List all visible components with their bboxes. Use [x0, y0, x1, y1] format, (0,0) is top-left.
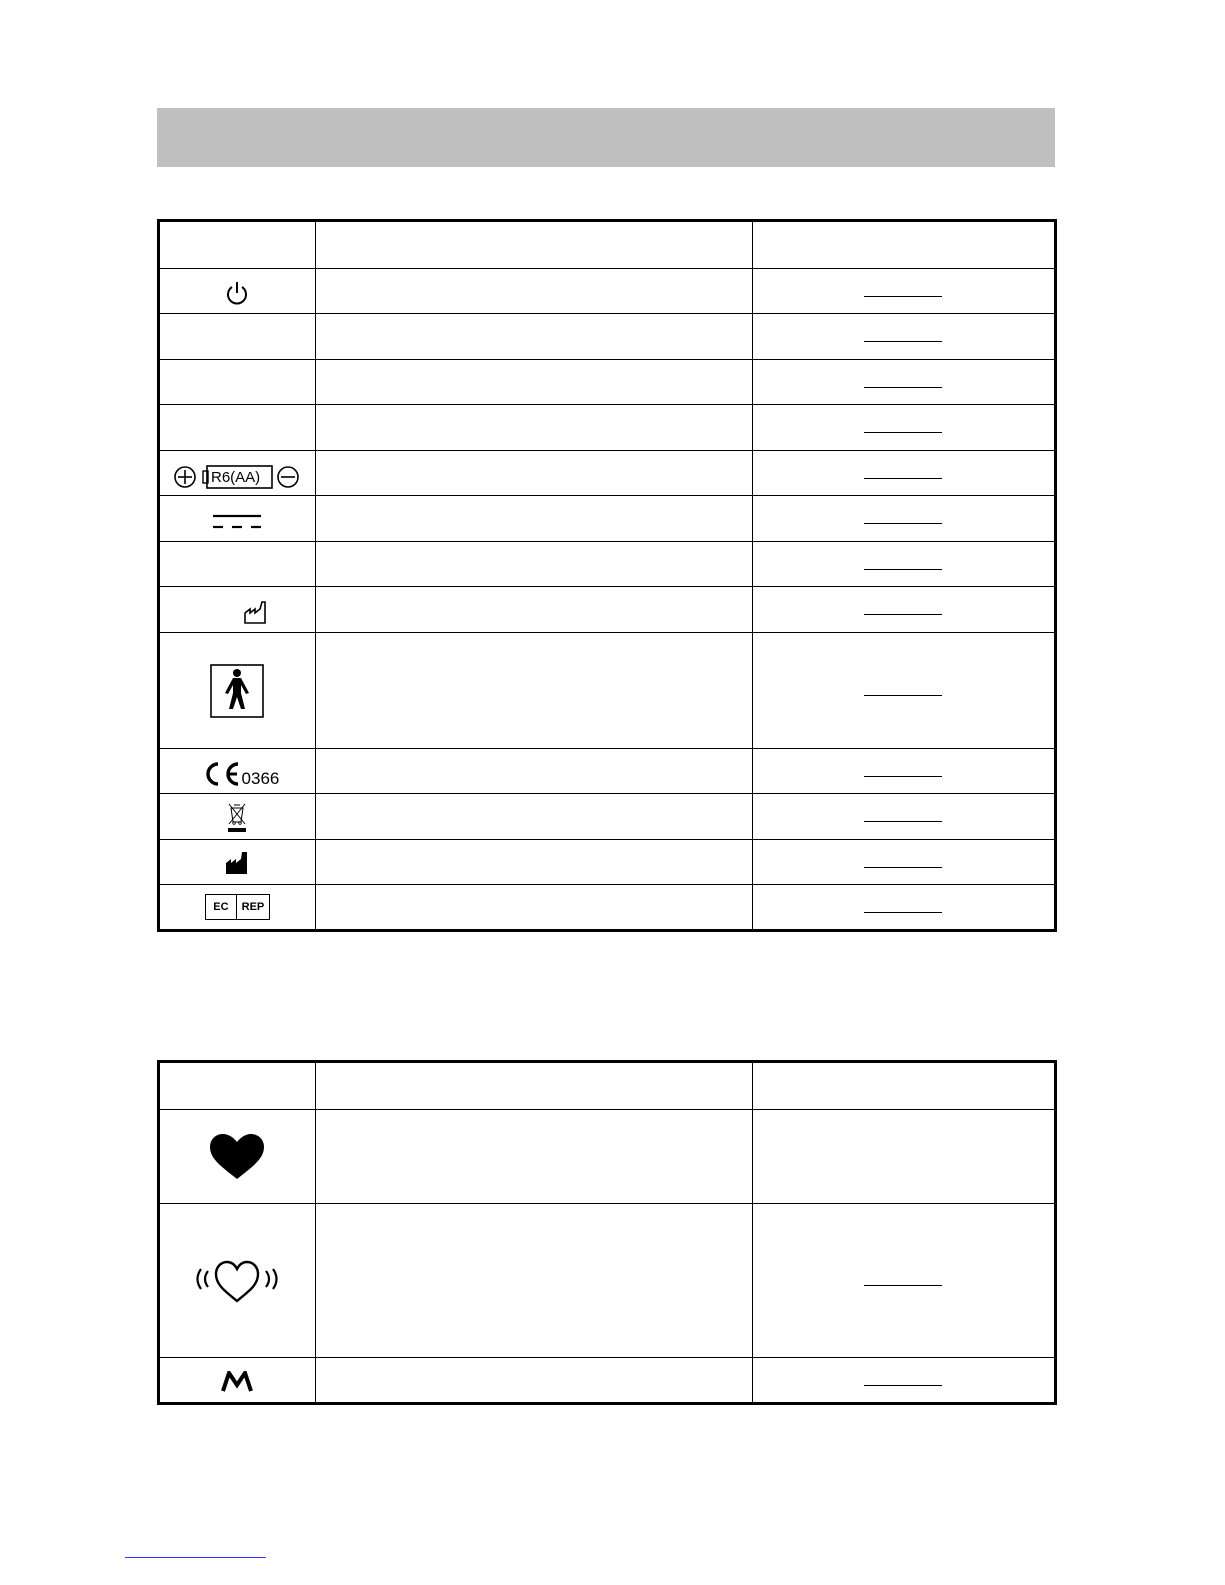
header-cell-page [752, 221, 1055, 269]
table-row [159, 542, 1056, 587]
rep-label: REP [241, 901, 265, 913]
table-row [159, 360, 1056, 405]
page-number-blank [864, 613, 942, 615]
page-number-blank [864, 477, 942, 479]
ec-rep-icon [160, 894, 315, 920]
header-cell-symbol [159, 1062, 316, 1110]
weee-crossed-bin-icon [226, 802, 248, 834]
table-row [159, 885, 1056, 931]
page-number-blank [864, 295, 942, 297]
table-row [159, 1358, 1056, 1404]
battery-label: R6(AA) [211, 469, 261, 486]
table-row [159, 451, 1056, 496]
table-row [159, 1110, 1056, 1204]
irregular-heartbeat-icon [189, 1257, 285, 1305]
page-number-blank [864, 431, 942, 433]
ce-notified-body-number: 0366 [241, 769, 280, 788]
table-row [159, 314, 1056, 360]
direct-current-icon [211, 512, 263, 532]
table-row [159, 840, 1056, 885]
display-symbols-table [157, 1060, 1057, 1405]
page-number-blank [864, 911, 942, 913]
page-number-blank [864, 820, 942, 822]
ec-label: EC [206, 895, 237, 919]
type-bf-applied-part-icon [209, 663, 265, 719]
date-of-manufacture-icon [243, 599, 267, 625]
table-row [159, 633, 1056, 749]
power-icon [224, 280, 250, 308]
header-cell-symbol [159, 221, 316, 269]
page-number-blank [864, 386, 942, 388]
table-row [159, 749, 1056, 794]
manufacturer-icon [224, 850, 250, 876]
table-row [159, 794, 1056, 840]
table-row [159, 269, 1056, 314]
page-number-blank [864, 1384, 942, 1386]
page-number-blank [864, 866, 942, 868]
page-number-blank [864, 568, 942, 570]
header-cell-page [752, 1062, 1055, 1110]
symbols-table [157, 219, 1057, 932]
table-row [159, 587, 1056, 633]
page-number-blank [864, 775, 942, 777]
section-header-bar [157, 108, 1055, 167]
table-row [159, 496, 1056, 542]
page-number-blank [864, 340, 942, 342]
header-cell-description [315, 221, 752, 269]
header-cell-description [315, 1062, 752, 1110]
table-row [159, 1204, 1056, 1358]
heart-filled-icon [208, 1133, 266, 1181]
ce-mark-icon [202, 760, 242, 788]
table-row [159, 405, 1056, 451]
memory-icon [220, 1371, 254, 1393]
page-number-blank [864, 522, 942, 524]
page-number-blank [864, 1284, 942, 1286]
page-number-blank [864, 694, 942, 696]
footnote-link-underline [125, 1557, 266, 1558]
